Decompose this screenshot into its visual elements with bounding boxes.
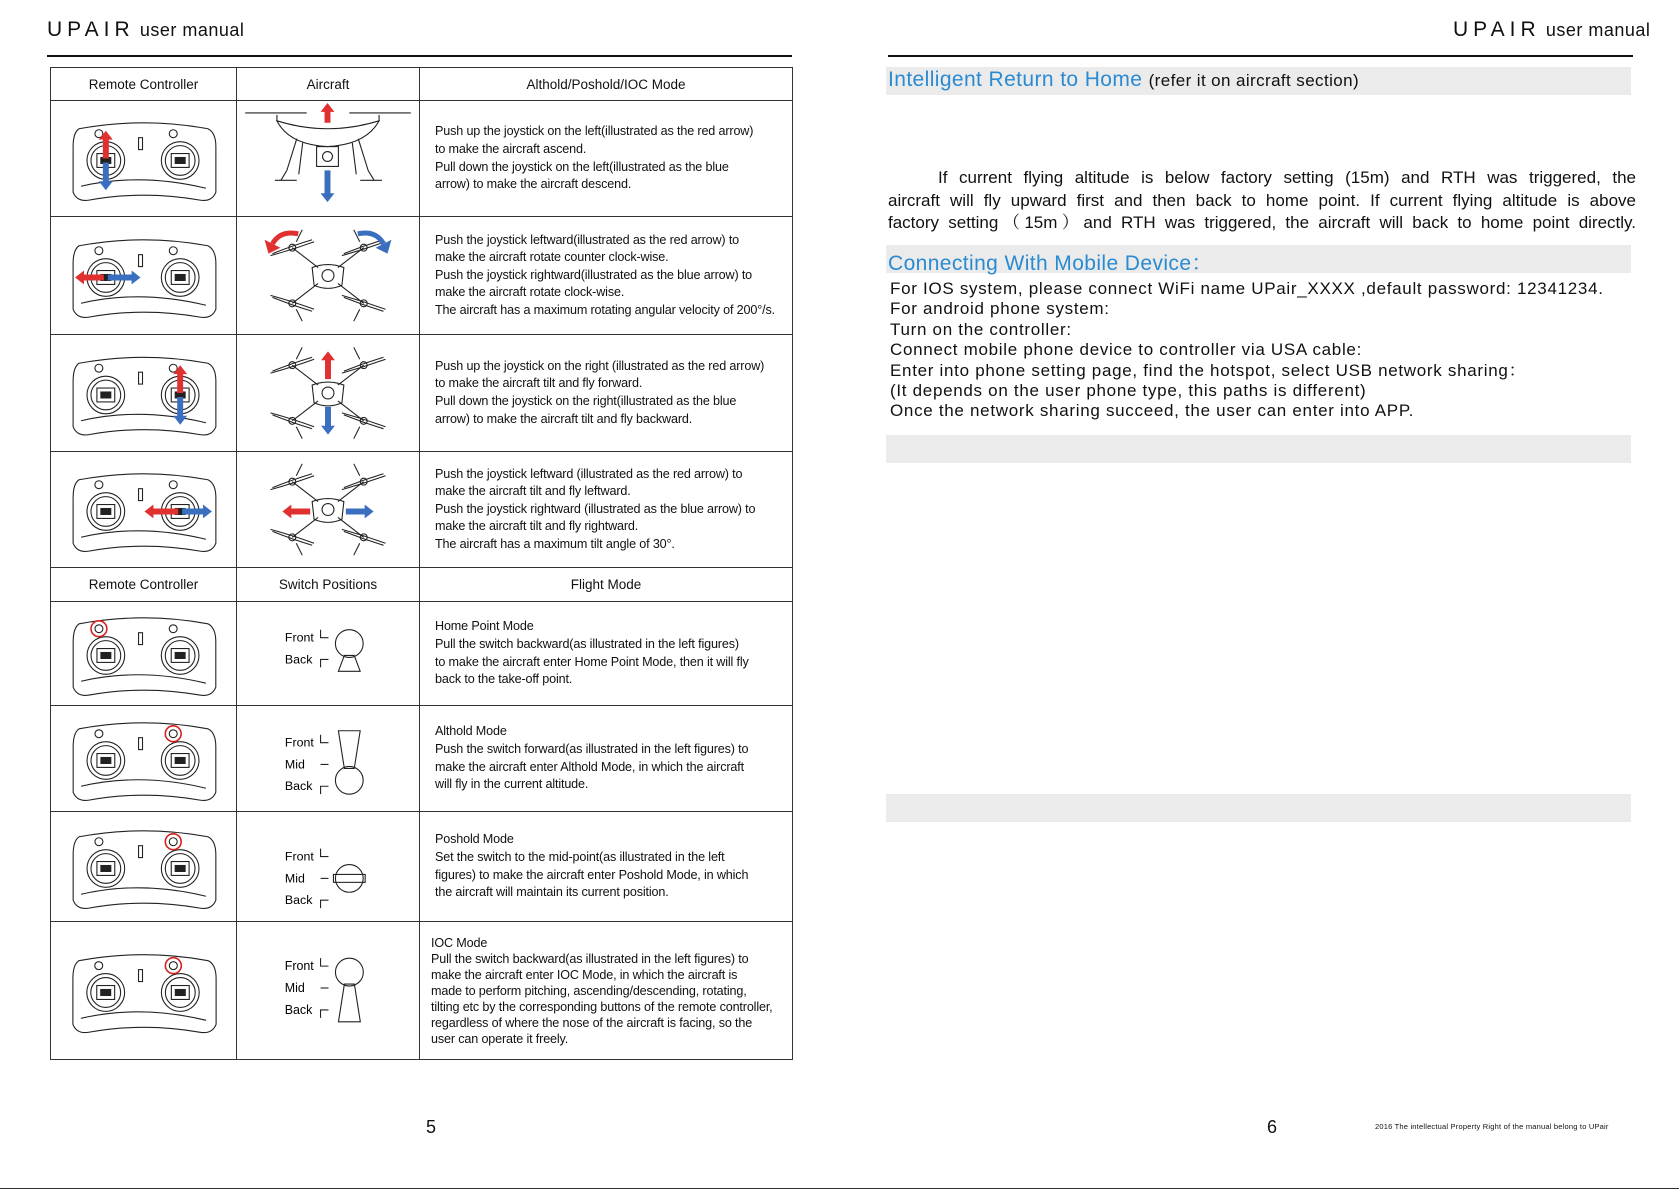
section-bar-empty: [886, 794, 1631, 822]
instruction-line: Connect mobile phone device to controller via USA cable:: [890, 340, 1363, 360]
remote-controller-figure: [51, 335, 237, 451]
table-row: [51, 706, 792, 812]
arrow-up-red: [173, 365, 187, 393]
arrow-down-blue: [173, 397, 187, 425]
arrow-left-red: [144, 505, 178, 519]
description-line: Push the switch forward(as illustrated in the left figures) to: [435, 741, 749, 756]
description-line: Push the joystick leftward (illustrated as the red arrow) to: [435, 466, 743, 481]
description-line: back to the take-off point.: [435, 672, 573, 687]
header-switch-positions: Switch Positions: [237, 568, 420, 601]
rth-title-note: (refer it on aircraft section): [1148, 71, 1360, 90]
remote-controller-figure: [51, 452, 237, 567]
arrow-down-blue: [321, 170, 335, 202]
mode-title: Althold Mode: [435, 724, 507, 739]
mode-description: [420, 812, 792, 921]
arrow-forward-red: [321, 351, 335, 379]
arrow-right-blue: [182, 505, 212, 519]
aircraft-side-figure: [237, 101, 420, 216]
table-header-row: [51, 68, 792, 101]
mode-title: Poshold Mode: [435, 832, 514, 847]
aircraft-top-figure: [237, 335, 420, 451]
description-line: Pull down the joystick on the left(illustrated as the blue: [435, 159, 729, 174]
switch-highlight-circle: [91, 621, 107, 637]
description-line: figures) to make the aircraft enter Poshold Mode, in which: [435, 867, 749, 882]
switch-position-figure: [237, 922, 420, 1059]
paragraph-line: If current flying altitude is below factory setting (15m) and RTH was triggered, the: [938, 168, 1636, 187]
table-row: [51, 812, 792, 922]
manual-header-left: [47, 18, 244, 42]
remote-controller-figure: [51, 602, 237, 705]
mode-description: [420, 602, 792, 705]
paragraph-line: aircraft will fly upward first and then back to home point. If current flying altitude is above: [888, 190, 1636, 210]
remote-controller-figure: [51, 812, 237, 921]
description-line: Push the joystick rightward(illustrated as the blue arrow) to: [435, 267, 753, 282]
mode-title: Home Point Mode: [435, 619, 534, 634]
mobile-instructions: [890, 279, 1604, 422]
description-line: Set the switch to the mid-point(as illustrated in the left: [435, 849, 725, 864]
copyright-notice: 2016 The intellectual Property Right of the manual belong to UPair: [1375, 1122, 1609, 1131]
arrow-right-blue: [346, 505, 374, 519]
remote-controller-icon: [73, 123, 216, 201]
rth-section-title: [888, 68, 1359, 92]
header-rule: [888, 55, 1633, 57]
section-bar-empty: [886, 435, 1631, 463]
drone-icon: [245, 113, 411, 180]
switch-toggle-icon: [321, 731, 364, 794]
remote-controller-icon: [73, 723, 216, 801]
mode-description: [420, 922, 792, 1059]
table-row: [51, 335, 792, 452]
description-line: The aircraft has a maximum rotating angular velocity of 200°/s.: [435, 302, 775, 317]
arrow-down-blue: [99, 162, 113, 190]
mode-description: [420, 706, 792, 811]
page-left: [0, 0, 830, 1191]
header-subtitle: user manual: [139, 20, 245, 40]
mobile-section-title: Connecting With Mobile Device：: [888, 252, 1213, 275]
description-line: Push up the joystick on the right (illustrated as the red arrow): [435, 358, 765, 373]
header-remote-controller: Remote Controller: [51, 68, 237, 100]
description-line: make the aircraft tilt and fly rightward.: [435, 519, 639, 534]
description-line: tilting etc by the corresponding buttons of the remote controller,: [431, 999, 773, 1014]
description-line: make the aircraft rotate clock-wise.: [435, 285, 625, 300]
switch-label-front: Front: [284, 735, 314, 750]
table-row: [51, 602, 792, 706]
description-line: arrow) to make the aircraft tilt and fly backward.: [435, 411, 693, 426]
mode-title: IOC Mode: [431, 935, 488, 950]
table-row: [51, 922, 792, 1059]
arrow-backward-blue: [321, 407, 335, 435]
table-row: [51, 217, 792, 335]
arrow-left-red: [75, 271, 104, 285]
switch-label-front: Front: [284, 630, 314, 645]
remote-controller-icon: [73, 955, 216, 1033]
description-line: Pull down the joystick on the right(illustrated as the blue: [435, 394, 737, 408]
aircraft-top-figure: [237, 452, 420, 567]
instruction-line: For IOS system, please connect WiFi name UPair_XXXX ,default password: 12341234.: [890, 279, 1604, 298]
instruction-line: Enter into phone setting page, find the hotspot, select USB network sharing：: [890, 360, 1527, 380]
stick-description: [420, 452, 792, 567]
switch-position-figure: [237, 602, 420, 705]
header-rule: [47, 55, 792, 57]
paragraph-line: factory setting（15m）and RTH was triggered, the aircraft will back to home point directly.: [888, 213, 1636, 232]
drone-icon: [270, 230, 385, 321]
switch-highlight-circle: [165, 958, 181, 974]
rotate-cw-arrow-blue: [358, 233, 384, 244]
switch-label-mid: Mid: [284, 757, 305, 772]
description-line: user can operate it freely.: [431, 1031, 569, 1046]
switch-position-figure: [237, 812, 420, 921]
switch-label-back: Back: [284, 893, 313, 908]
header-flight-mode: Flight Mode: [570, 577, 642, 592]
table-row: [51, 101, 792, 217]
description-line: Push the joystick rightward (illustrated as the blue arrow) to: [435, 501, 756, 516]
stick-description: [420, 217, 792, 334]
arrow-up-red: [99, 131, 113, 159]
description-line: Push up the joystick on the left(illustrated as the red arrow): [435, 124, 754, 139]
description-line: to make the aircraft ascend.: [435, 141, 587, 156]
bottom-rule: [0, 1188, 1679, 1189]
description-line: make the aircraft enter Althold Mode, in which the aircraft: [435, 759, 744, 774]
switch-toggle-icon: [321, 958, 364, 1022]
header-subtitle: user manual: [1545, 20, 1651, 40]
switch-label-mid: Mid: [284, 871, 305, 886]
rotate-ccw-arrow-red: [272, 233, 298, 244]
brand-name: UPAIR: [47, 18, 135, 41]
remote-controller-icon: [73, 618, 216, 696]
manual-header-right: [1453, 18, 1650, 42]
header-remote-controller: Remote Controller: [51, 568, 237, 601]
description-line: Push the joystick leftward(illustrated as the red arrow) to: [435, 232, 740, 247]
switch-position-figure: [237, 706, 420, 811]
description-line: The aircraft has a maximum tilt angle of 30°.: [435, 536, 675, 551]
description-line: to make the aircraft tilt and fly forward.: [435, 376, 643, 391]
aircraft-top-figure: [237, 217, 420, 334]
description-line: make the aircraft tilt and fly leftward.: [435, 484, 631, 499]
header-aircraft: Aircraft: [237, 68, 420, 100]
page-number: 5: [426, 1117, 437, 1137]
rth-paragraph: [888, 167, 1636, 235]
brand-name: UPAIR: [1453, 18, 1541, 41]
switch-label-back: Back: [284, 779, 313, 794]
switch-label-back: Back: [284, 1002, 313, 1017]
description-line: arrow) to make the aircraft descend.: [435, 177, 632, 192]
arrow-up-red: [321, 103, 335, 123]
instruction-line: Once the network sharing succeed, the user can enter into APP.: [890, 401, 1415, 421]
switch-label-mid: Mid: [284, 980, 305, 995]
page-number: 6: [1267, 1117, 1278, 1137]
description-line: made to perform pitching, ascending/descending, rotating,: [431, 983, 747, 998]
table-row: [51, 452, 792, 568]
remote-controller-figure: [51, 922, 237, 1059]
description-line: will fly in the current altitude.: [435, 777, 589, 792]
rth-title: Intelligent Return to Home: [888, 68, 1143, 91]
description-line: make the aircraft rotate counter clock-wise.: [435, 250, 669, 265]
switch-highlight-circle: [165, 726, 181, 742]
instruction-line: For android phone system:: [890, 299, 1110, 319]
switch-label-front: Front: [284, 849, 314, 864]
remote-controller-figure: [51, 706, 237, 811]
description-line: the aircraft will maintain its current position.: [435, 885, 669, 900]
description-line: Pull the switch backward(as illustrated in the left figures): [435, 636, 739, 651]
switch-toggle-icon: [321, 630, 364, 672]
remote-controller-figure: [51, 217, 237, 334]
remote-controller-icon: [73, 831, 216, 909]
instruction-line: (It depends on the user phone type, this paths is different): [890, 381, 1367, 401]
switch-label-back: Back: [284, 652, 313, 667]
controls-table: [50, 67, 793, 1060]
header-mode: Althold/Poshold/IOC Mode: [526, 76, 686, 92]
description-line: Pull the switch backward(as illustrated in the left figures) to: [431, 951, 749, 966]
remote-controller-figure: [51, 101, 237, 216]
arrow-left-red: [282, 505, 310, 519]
switch-highlight-circle: [165, 834, 181, 850]
stick-description: [420, 101, 792, 216]
switch-toggle-icon: [321, 849, 366, 908]
switch-label-front: Front: [284, 959, 314, 974]
description-line: regardless of where the nose of the aircraft is facing, so the: [431, 1015, 753, 1030]
remote-controller-icon: [73, 357, 216, 435]
table-header-row: [51, 568, 792, 602]
stick-description: [420, 335, 792, 451]
instruction-line: Turn on the controller:: [890, 319, 1072, 339]
description-line: to make the aircraft enter Home Point Mode, then it will fly: [435, 654, 749, 669]
description-line: make the aircraft enter IOC Mode, in which the aircraft is: [431, 967, 738, 982]
